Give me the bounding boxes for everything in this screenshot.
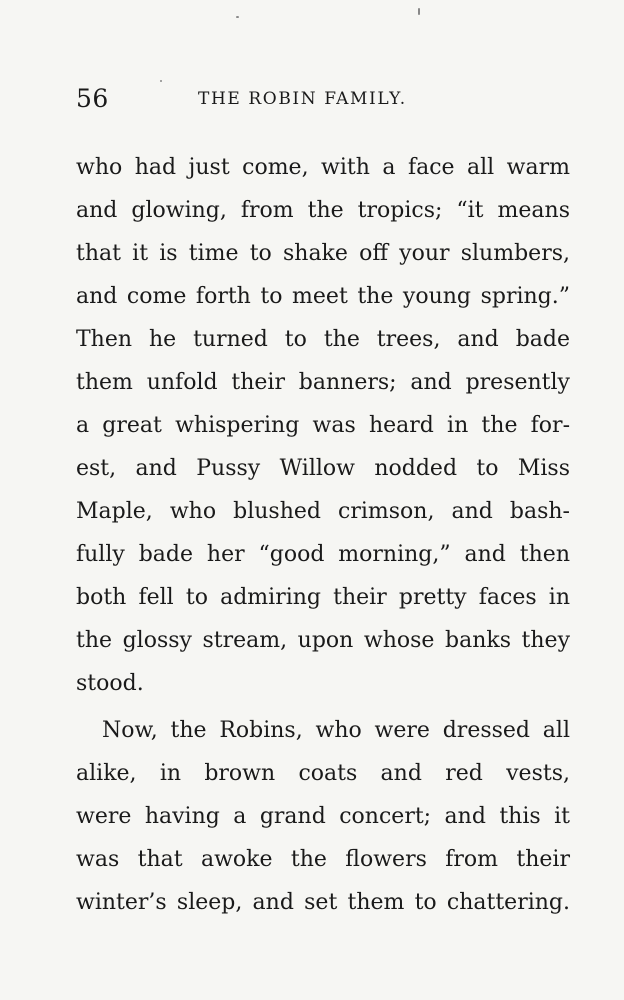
text-line: Maple, who blushed crimson, and bash-	[76, 499, 570, 524]
text-line: winter’s sleep, and set them to chattering.	[76, 890, 570, 915]
text-line: stood.	[76, 671, 144, 696]
text-line: them unfold their banners; and presently	[76, 370, 570, 395]
text-line: the glossy stream, upon whose banks they	[76, 628, 570, 653]
paper-speck	[236, 16, 239, 18]
running-title: THE ROBIN FAMILY.	[198, 89, 407, 109]
body-text	[76, 146, 570, 924]
paper-speck	[160, 80, 162, 82]
paper-speck	[418, 8, 420, 15]
text-line: who had just come, with a face all warm	[76, 155, 570, 180]
text-line: Now, the Robins, who were dressed all	[102, 718, 570, 743]
text-line: that it is time to shake off your slumbers,	[76, 241, 570, 266]
text-line: Then he turned to the trees, and bade	[76, 327, 570, 352]
paragraph	[76, 146, 570, 705]
text-line: est, and Pussy Willow nodded to Miss	[76, 456, 570, 481]
text-line: and glowing, from the tropics; “it means	[76, 198, 570, 223]
text-line: was that awoke the flowers from their	[76, 847, 570, 872]
page-number: 56	[76, 84, 109, 113]
text-line: and come forth to meet the young spring.”	[76, 284, 570, 309]
text-line: a great whispering was heard in the for-	[76, 413, 570, 438]
text-line: fully bade her “good morning,” and then	[76, 542, 570, 567]
text-line: both fell to admiring their pretty faces in	[76, 585, 570, 610]
paragraph	[76, 709, 570, 924]
text-line: alike, in brown coats and red vests,	[76, 761, 570, 786]
text-line: were having a grand concert; and this it	[76, 804, 570, 829]
